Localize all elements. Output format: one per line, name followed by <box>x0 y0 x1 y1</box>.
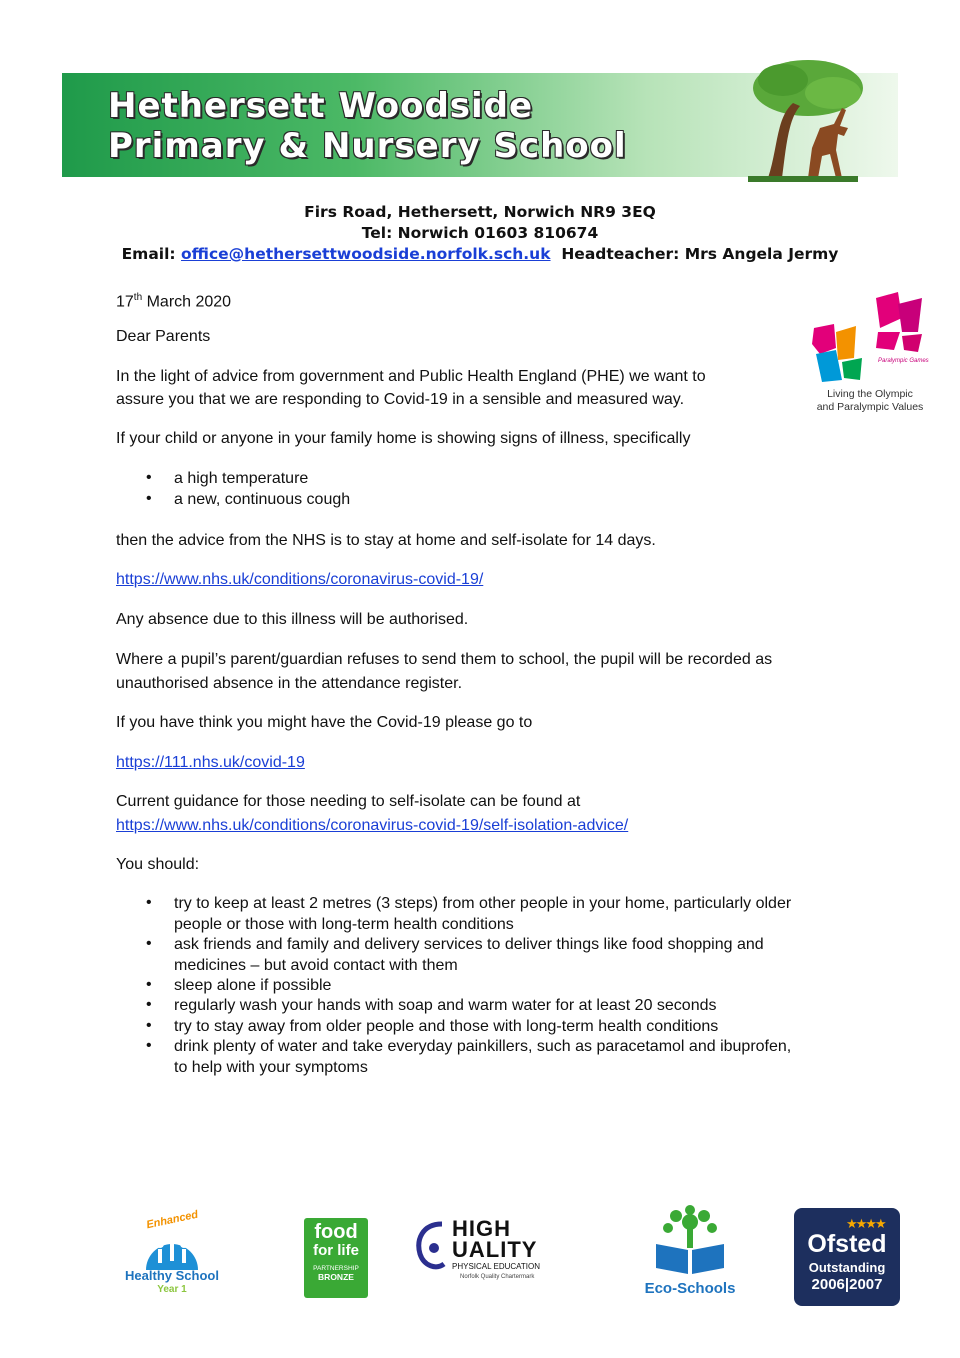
advice-item-line: drink plenty of water and take everyday painkillers, such as paracetamol and ibuprofen, <box>174 1038 792 1055</box>
advice-item <box>174 935 846 976</box>
guidance-text: Current guidance for those needing to self-isolate can be found at <box>116 793 581 810</box>
guidance-paragraph <box>116 791 846 836</box>
absence-note: Any absence due to this illness will be authorised. <box>116 611 469 628</box>
refuse-paragraph <box>116 649 846 694</box>
school-address: Firs Road, Hethersett, Norwich NR9 3EQ <box>304 203 656 221</box>
intro-paragraph <box>116 366 806 410</box>
bullet-marker: • <box>146 469 152 486</box>
healthy-enhanced-label: Enhanced <box>145 1208 200 1232</box>
advice-item-line: to help with your symptoms <box>174 1058 368 1076</box>
letter-date <box>116 287 846 312</box>
email-label: Email: <box>121 245 176 263</box>
advice-item: regularly wash your hands with soap and warm water for at least 20 seconds <box>174 997 717 1014</box>
advice-item-line: try to keep at least 2 metres (3 steps) from other people in your home, particularly older <box>174 895 792 912</box>
advice-item-line: ask friends and family and delivery services to deliver things like food shopping and <box>174 936 764 953</box>
advice-item-line: medicines – but avoid contact with them <box>174 956 458 974</box>
intro-line2: assure you that we are responding to Covid-19 in a sensible and measured way. <box>116 391 685 408</box>
olympic-caption-line2: and Paralympic Values <box>816 401 924 413</box>
advice-item: sleep alone if possible <box>174 977 332 994</box>
school-name-line2: Primary & Nursery School <box>108 126 627 166</box>
eco-tree-book-icon <box>652 1204 728 1276</box>
advice-item-line: people or those with long-term health conditions <box>174 915 514 933</box>
school-telephone: Tel: Norwich 01603 810674 <box>361 224 599 242</box>
olympic-caption-line1: Living the Olympic <box>827 388 913 400</box>
advice-item: try to stay away from older people and those with long-term health conditions <box>174 1018 719 1035</box>
intro-line1: In the light of advice from government and Public Health England (PHE) we want to <box>116 368 706 385</box>
hq-chartermark-label: Norfolk Quality Chartermark <box>460 1274 535 1280</box>
contact-line <box>0 245 960 263</box>
school-name <box>108 86 627 166</box>
food-label: food <box>314 1221 358 1243</box>
nhs111-link-paragraph <box>116 752 846 773</box>
bullet-marker: • <box>146 996 152 1013</box>
ofsted-label: Ofsted <box>807 1230 887 1258</box>
ofsted-stars-icon: ★★★★ <box>846 1216 885 1231</box>
hq-pe-label: PHYSICAL EDUCATION <box>452 1262 541 1271</box>
nhs-link-paragraph <box>116 569 846 590</box>
paralympic-games-label: Paralympic Games <box>878 358 929 364</box>
nhs111-covid-link[interactable]: https://111.nhs.uk/covid-19 <box>116 754 305 771</box>
food-for-life-badge <box>304 1218 368 1298</box>
advice-item <box>174 894 846 935</box>
symptoms-intro: If your child or anyone in your family home is showing signs of illness, specifically <box>116 430 691 447</box>
bullet-marker: • <box>146 1037 152 1054</box>
high-quality-pe-badge <box>412 1216 550 1300</box>
refuse-line1: Where a pupil’s parent/guardian refuses to send them to school, the pupil will be recorded as <box>116 651 773 668</box>
eco-schools-badge <box>640 1204 740 1300</box>
think-paragraph: If you have think you might have the Covid-19 please go to <box>116 714 533 731</box>
for-life-label: for life <box>313 1242 359 1259</box>
ofsted-outstanding-label: Outstanding <box>808 1260 886 1275</box>
partnership-label: PARTNERSHIP <box>313 1265 359 1272</box>
advice-item <box>174 1037 846 1078</box>
headteacher: Headteacher: Mrs Angela Jermy <box>561 245 839 263</box>
symptom-item: a new, continuous cough <box>174 491 351 508</box>
bullet-marker: • <box>146 490 152 507</box>
healthy-year-label: Year 1 <box>157 1284 187 1295</box>
hq-high-label: HIGH <box>452 1216 511 1241</box>
date-day: 17 <box>116 293 134 311</box>
email-link[interactable]: office@hethersettwoodside.norfolk.sch.uk <box>181 245 551 263</box>
bullet-marker: • <box>146 894 152 911</box>
bronze-label: BRONZE <box>318 1272 354 1282</box>
self-isolation-link[interactable]: https://www.nhs.uk/conditions/coronavirus-covid-19/self-isolation-advice/ <box>116 817 629 834</box>
you-should-heading: You should: <box>116 856 200 873</box>
bullet-marker: • <box>146 935 152 952</box>
symptom-item: a high temperature <box>174 470 309 487</box>
pe-swirl-icon <box>412 1218 448 1272</box>
healthy-figures-icon <box>144 1226 200 1270</box>
date-suffix: th <box>133 292 143 303</box>
hq-quality-label: UALITY <box>452 1237 538 1262</box>
ofsted-badge <box>794 1208 900 1306</box>
nhs-advice: then the advice from the NHS is to stay at home and self-isolate for 14 days. <box>116 532 656 549</box>
eco-schools-label: Eco-Schools <box>644 1280 736 1297</box>
date-month-year: March 2020 <box>142 293 232 311</box>
refuse-line2: unauthorised absence in the attendance register. <box>116 675 463 692</box>
salutation: Dear Parents <box>116 328 211 345</box>
olympic-caption <box>806 388 934 414</box>
tree-deer-logo <box>738 58 868 186</box>
bullet-marker: • <box>146 1017 152 1034</box>
school-name-line1: Hethersett Woodside <box>108 86 534 126</box>
ofsted-years-label: 2006|2007 <box>811 1276 883 1293</box>
healthy-school-label: Healthy School <box>125 1268 219 1283</box>
healthy-school-badge <box>116 1208 228 1300</box>
bullet-marker: • <box>146 976 152 993</box>
nhs-covid-link[interactable]: https://www.nhs.uk/conditions/coronavirus-covid-19/ <box>116 571 484 588</box>
